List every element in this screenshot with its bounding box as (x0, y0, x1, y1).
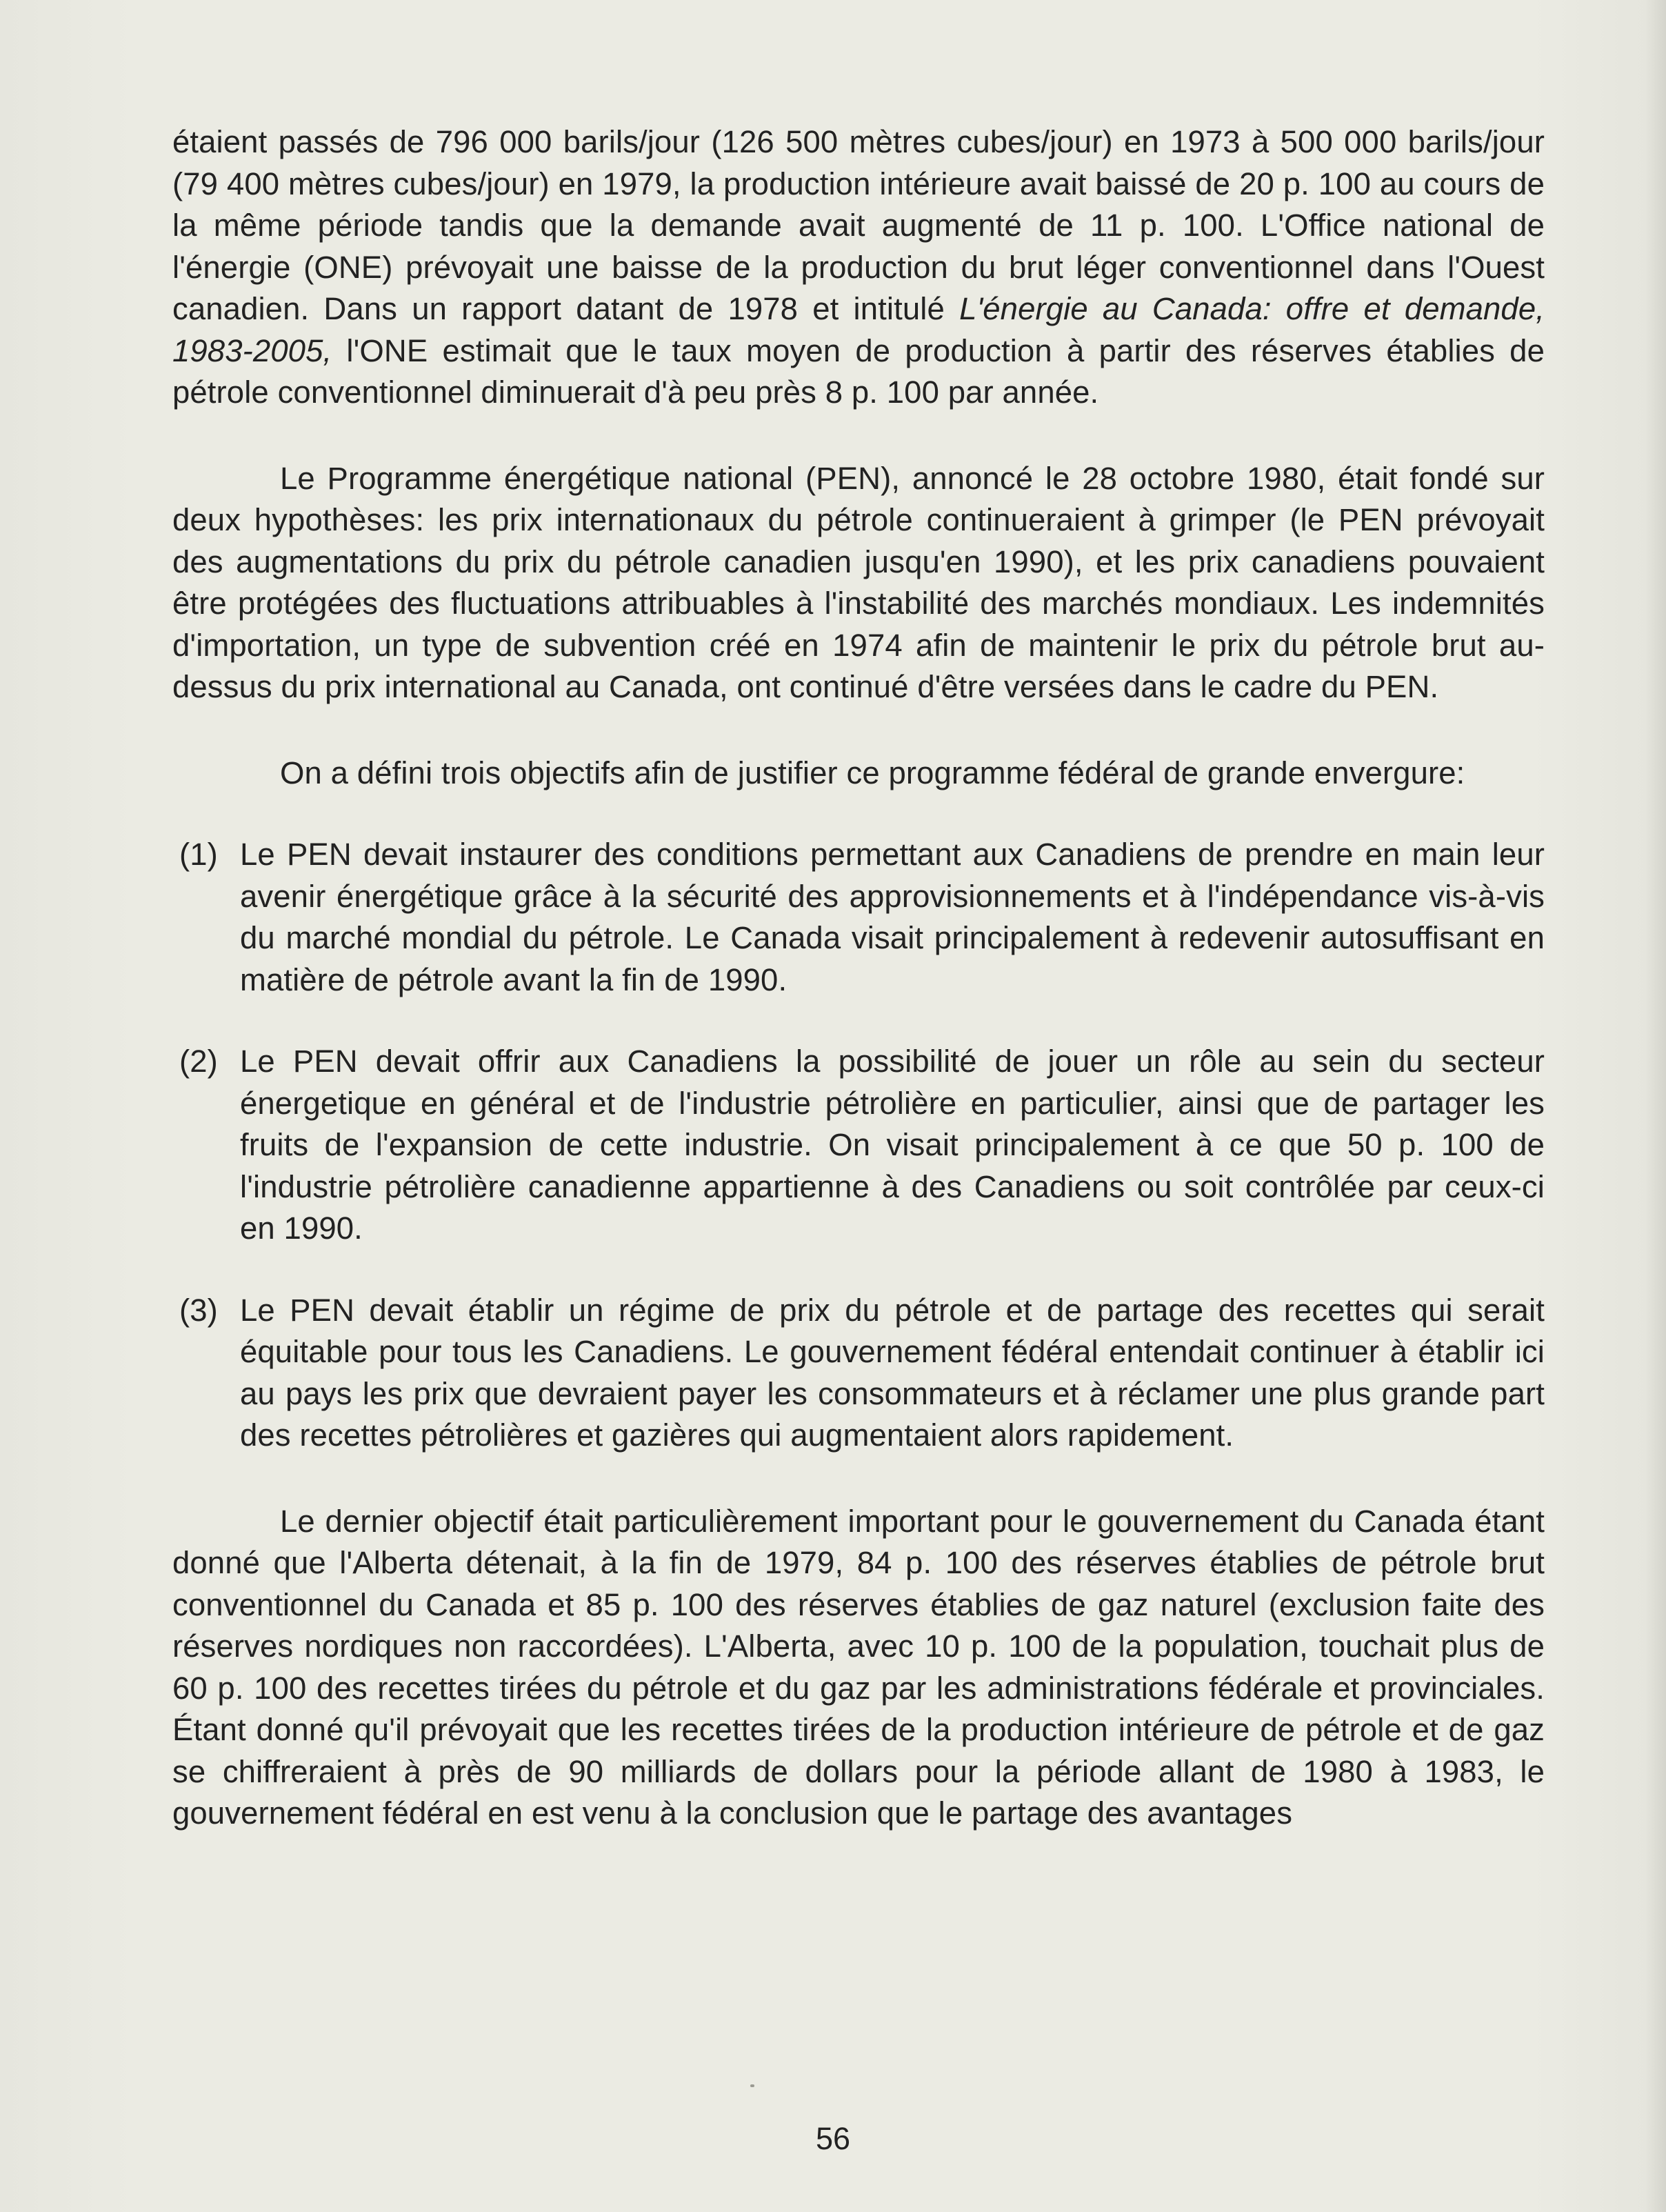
objective-marker: (1) (179, 837, 218, 872)
paragraph-objectives-intro: On a défini trois objectifs afin de justifier ce programme fédéral de grande envergure: (280, 755, 1465, 790)
page-number: 56 (815, 2121, 851, 2156)
paragraph-pen-hypotheses: Le Programme énergétique national (PEN), annoncé le 28 octobre 1980, était fondé sur deux hypothèses: les prix internationaux du pétrole continueraient à grimper (le PEN prévoyait des augmentations du prix du pétrole canadien jusqu'en 1990), et les prix canadiens pouvaient être protégées des fluctuations attribuables à l'instabilité des marchés mondiaux. Les indemnités d'importation, un type de subvention créé en 1974 afin de maintenir le prix du pétrole brut au-dessus du prix international au Canada, ont continué d'être versées dans le cadre du PEN. (172, 460, 1545, 704)
objective-item-3 (172, 1290, 1545, 1457)
paragraph-production-decline (172, 121, 1545, 414)
objective-text: Le PEN devait instaurer des conditions permettant aux Canadiens de prendre en main leur avenir énergétique grâce à la sécurité des approvisionnements et à l'indépendance vis-à-vis du marché mondial du pétrole. Le Canada visait principalement à redevenir autosuffisant en matière de pétrole avant la fin de 1990. (240, 837, 1545, 997)
objective-item-2 (172, 1041, 1545, 1250)
page-body (172, 121, 1545, 1835)
objective-item-1 (172, 834, 1545, 1001)
report-title: L'énergie au Canada: offre et demande, 1983-2005, (172, 291, 1545, 368)
scan-speck (750, 2084, 754, 2087)
objective-marker: (3) (179, 1292, 218, 1328)
objectives-list (172, 834, 1545, 1457)
objective-text: Le PEN devait offrir aux Canadiens la possibilité de jouer un rôle au sein du secteur énergetique en général et de l'industrie pétrolière en particulier, ainsi que de partager les fruits de l'expansion de cette industrie. On visait principalement à ce que 50 p. 100 de l'industrie pétrolière canadienne appartienne à des Canadiens ou soit contrôlée par ceux-ci en 1990. (240, 1044, 1545, 1246)
page-edge-shadow (1645, 0, 1666, 2212)
objective-marker: (2) (179, 1044, 218, 1079)
objective-text: Le PEN devait établir un régime de prix du pétrole et de partage des recettes qui serait équitable pour tous les Canadiens. Le gouvernement fédéral entendait continuer à établir ici au pays les prix que devraient payer les consommateurs et à réclamer une plus grande part des recettes pétrolières et gazières qui augmentaient alors rapidement. (240, 1292, 1545, 1453)
paragraph-text: étaient passés de 796 000 barils/jour (126 500 mètres cubes/jour) en 1973 à 500 000 barils/jour (79 400 mètres cubes/jour) en 1979, la production intérieure avait baissé de 20 p. 100 au cours de la même période tandis que la demande avait augmenté de 11 p. 100. L'Office national de l'énergie (ONE) prévoyait une baisse de la production du brut léger conventionnel dans l'Ouest canadien. Dans un rapport datant de 1978 et intitulé (172, 124, 1545, 326)
paragraph-alberta-share: Le dernier objectif était particulièrement important pour le gouvernement du Canada étant donné que l'Alberta détenait, à la fin de 1979, 84 p. 100 des réserves établies de pétrole brut conventionnel du Canada et 85 p. 100 des réserves établies de gaz naturel (exclusion faite des réserves nordiques non raccordées). L'Alberta, avec 10 p. 100 de la population, touchait plus de 60 p. 100 des recettes tirées du pétrole et du gaz par les administrations fédérale et provinciales. Étant donné qu'il prévoyait que les recettes tirées de la production intérieure de pétrole et de gaz se chiffreraient à près de 90 milliards de dollars pour la période allant de 1980 à 1983, le gouvernement fédéral en est venu à la conclusion que le partage des avantages (172, 1503, 1545, 1831)
paragraph-text: l'ONE estimait que le taux moyen de production à partir des réserves établies de pétrole conventionnel diminuerait d'à peu près 8 p. 100 par année. (172, 332, 1545, 410)
